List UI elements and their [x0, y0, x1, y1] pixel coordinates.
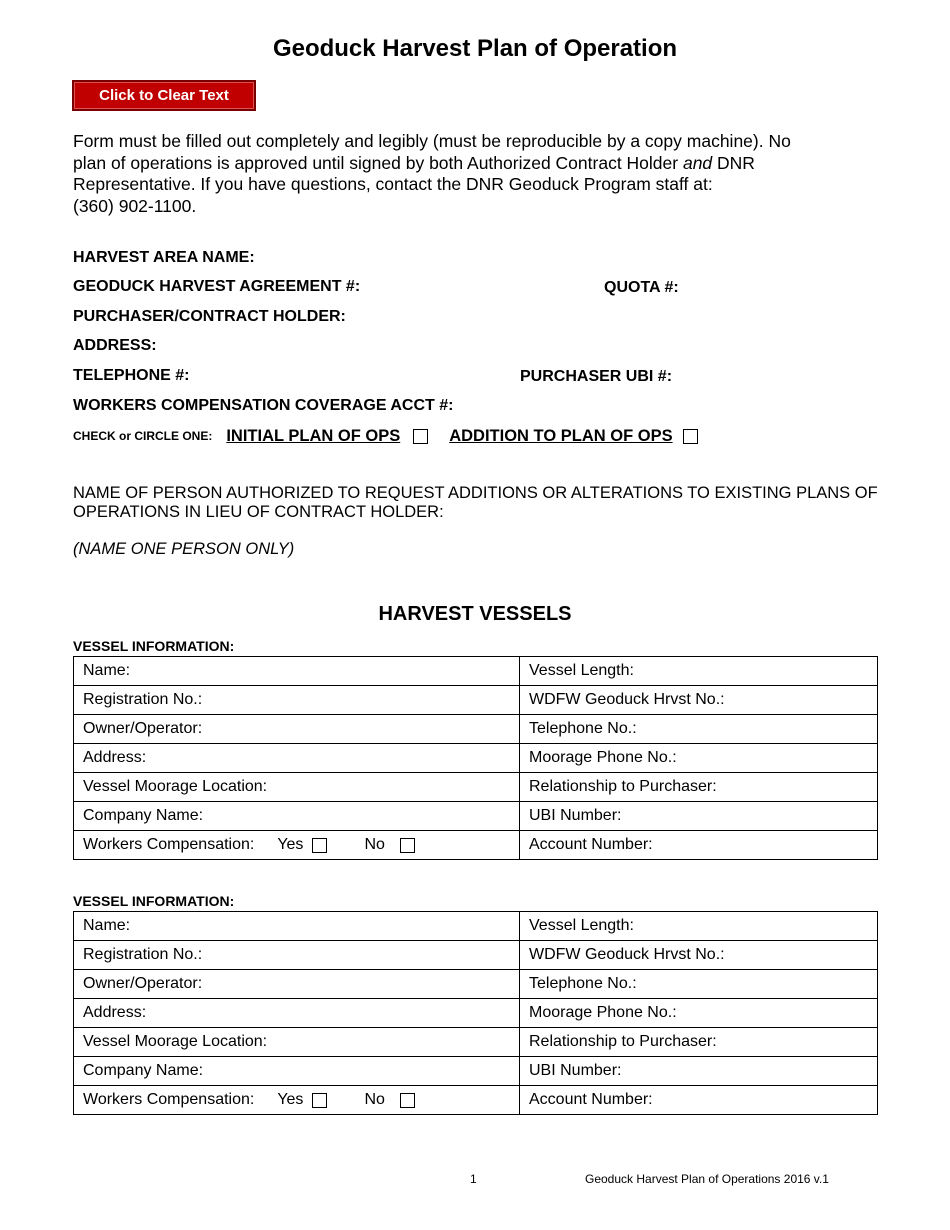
workers-comp-cell — [74, 831, 520, 860]
no-label: No — [364, 1091, 385, 1108]
owner-operator-field[interactable]: Owner/Operator: — [74, 715, 520, 744]
no-label: No — [364, 836, 385, 853]
table-row — [74, 715, 878, 744]
table-row — [74, 1057, 878, 1086]
intro-line: Form must be filled out completely and legibly (must be reproducible by a copy machine). No — [73, 131, 791, 151]
table-row — [74, 802, 878, 831]
workers-comp-label: Workers Compensation: — [83, 836, 255, 853]
name-one-person-note: (NAME ONE PERSON ONLY) — [73, 540, 295, 558]
company-name-field[interactable]: Company Name: — [74, 802, 520, 831]
workers-comp-cell — [74, 1086, 520, 1115]
check-label: CHECK or CIRCLE ONE: — [73, 429, 213, 443]
address-label: ADDRESS: — [73, 337, 157, 354]
wdfw-number-field[interactable]: WDFW Geoduck Hrvst No.: — [520, 686, 878, 715]
moorage-location-field[interactable]: Vessel Moorage Location: — [74, 1028, 520, 1057]
account-number-field[interactable]: Account Number: — [520, 1086, 878, 1115]
document-footer: Geoduck Harvest Plan of Operations 2016 v.1 — [585, 1172, 829, 1186]
addition-plan-checkbox[interactable] — [683, 429, 698, 444]
intro-text — [73, 131, 873, 217]
purchaser-ubi-label: PURCHASER UBI #: — [520, 368, 673, 385]
workers-comp-label: Workers Compensation: — [83, 1091, 255, 1108]
table-row — [74, 970, 878, 999]
ubi-number-field[interactable]: UBI Number: — [520, 1057, 878, 1086]
table-row — [74, 831, 878, 860]
authorized-line: NAME OF PERSON AUTHORIZED TO REQUEST ADDITIONS OR ALTERATIONS TO EXISTING PLANS OF — [73, 484, 878, 502]
account-number-field[interactable]: Account Number: — [520, 831, 878, 860]
table-row — [74, 999, 878, 1028]
table-row — [74, 657, 878, 686]
vessel-info-heading: VESSEL INFORMATION: — [73, 638, 235, 654]
clear-text-button[interactable]: Click to Clear Text — [72, 80, 256, 111]
table-row — [74, 773, 878, 802]
yes-label: Yes — [277, 1091, 304, 1108]
registration-field[interactable]: Registration No.: — [74, 941, 520, 970]
moorage-phone-field[interactable]: Moorage Phone No.: — [520, 744, 878, 773]
intro-line — [73, 153, 873, 175]
table-row — [74, 686, 878, 715]
quota-label: QUOTA #: — [604, 279, 679, 296]
intro-line: Representative. If you have questions, contact the DNR Geoduck Program staff at: — [73, 174, 713, 194]
table-row — [74, 941, 878, 970]
intro-line: (360) 902-1100. — [73, 195, 197, 216]
moorage-phone-field[interactable]: Moorage Phone No.: — [520, 999, 878, 1028]
purchaser-label: PURCHASER/CONTRACT HOLDER: — [73, 308, 346, 325]
owner-operator-field[interactable]: Owner/Operator: — [74, 970, 520, 999]
vessel-address-field[interactable]: Address: — [74, 999, 520, 1028]
vessel-info-heading: VESSEL INFORMATION: — [73, 893, 235, 909]
table-row — [74, 1086, 878, 1115]
agreement-label: GEODUCK HARVEST AGREEMENT #: — [73, 278, 361, 295]
plan-type-row — [73, 424, 698, 448]
yes-checkbox[interactable] — [312, 838, 327, 853]
telephone-field[interactable]: Telephone No.: — [520, 715, 878, 744]
relationship-field[interactable]: Relationship to Purchaser: — [520, 1028, 878, 1057]
company-name-field[interactable]: Company Name: — [74, 1057, 520, 1086]
initial-plan-checkbox[interactable] — [413, 429, 428, 444]
vessel-length-field[interactable]: Vessel Length: — [520, 912, 878, 941]
intro-emphasis: and — [682, 152, 713, 173]
relationship-field[interactable]: Relationship to Purchaser: — [520, 773, 878, 802]
intro-text-part: DNR — [712, 152, 755, 173]
registration-field[interactable]: Registration No.: — [74, 686, 520, 715]
no-checkbox[interactable] — [400, 838, 415, 853]
vessel-address-field[interactable]: Address: — [74, 744, 520, 773]
ubi-number-field[interactable]: UBI Number: — [520, 802, 878, 831]
page-number: 1 — [470, 1172, 477, 1186]
section-title: HARVEST VESSELS — [378, 603, 572, 625]
authorized-person-text — [73, 484, 903, 521]
vessel-info-table — [73, 911, 878, 1115]
initial-plan-label: INITIAL PLAN OF OPS — [226, 426, 401, 445]
moorage-location-field[interactable]: Vessel Moorage Location: — [74, 773, 520, 802]
no-checkbox[interactable] — [400, 1093, 415, 1108]
name-field[interactable]: Name: — [74, 912, 520, 941]
vessel-info-table — [73, 656, 878, 860]
yes-checkbox[interactable] — [312, 1093, 327, 1108]
table-row — [74, 744, 878, 773]
page-title: Geoduck Harvest Plan of Operation — [272, 35, 678, 62]
telephone-label: TELEPHONE #: — [73, 367, 190, 384]
name-field[interactable]: Name: — [74, 657, 520, 686]
yes-label: Yes — [277, 836, 304, 853]
intro-text-part: plan of operations is approved until signed by both Authorized Contract Holder — [73, 152, 683, 173]
vessel-length-field[interactable]: Vessel Length: — [520, 657, 878, 686]
harvest-area-label: HARVEST AREA NAME: — [73, 249, 255, 266]
table-row — [74, 1028, 878, 1057]
authorized-line: OPERATIONS IN LIEU OF CONTRACT HOLDER: — [73, 502, 444, 521]
addition-plan-label: ADDITION TO PLAN OF OPS — [449, 426, 673, 445]
workers-comp-label: WORKERS COMPENSATION COVERAGE ACCT #: — [73, 397, 454, 414]
table-row — [74, 912, 878, 941]
telephone-field[interactable]: Telephone No.: — [520, 970, 878, 999]
wdfw-number-field[interactable]: WDFW Geoduck Hrvst No.: — [520, 941, 878, 970]
